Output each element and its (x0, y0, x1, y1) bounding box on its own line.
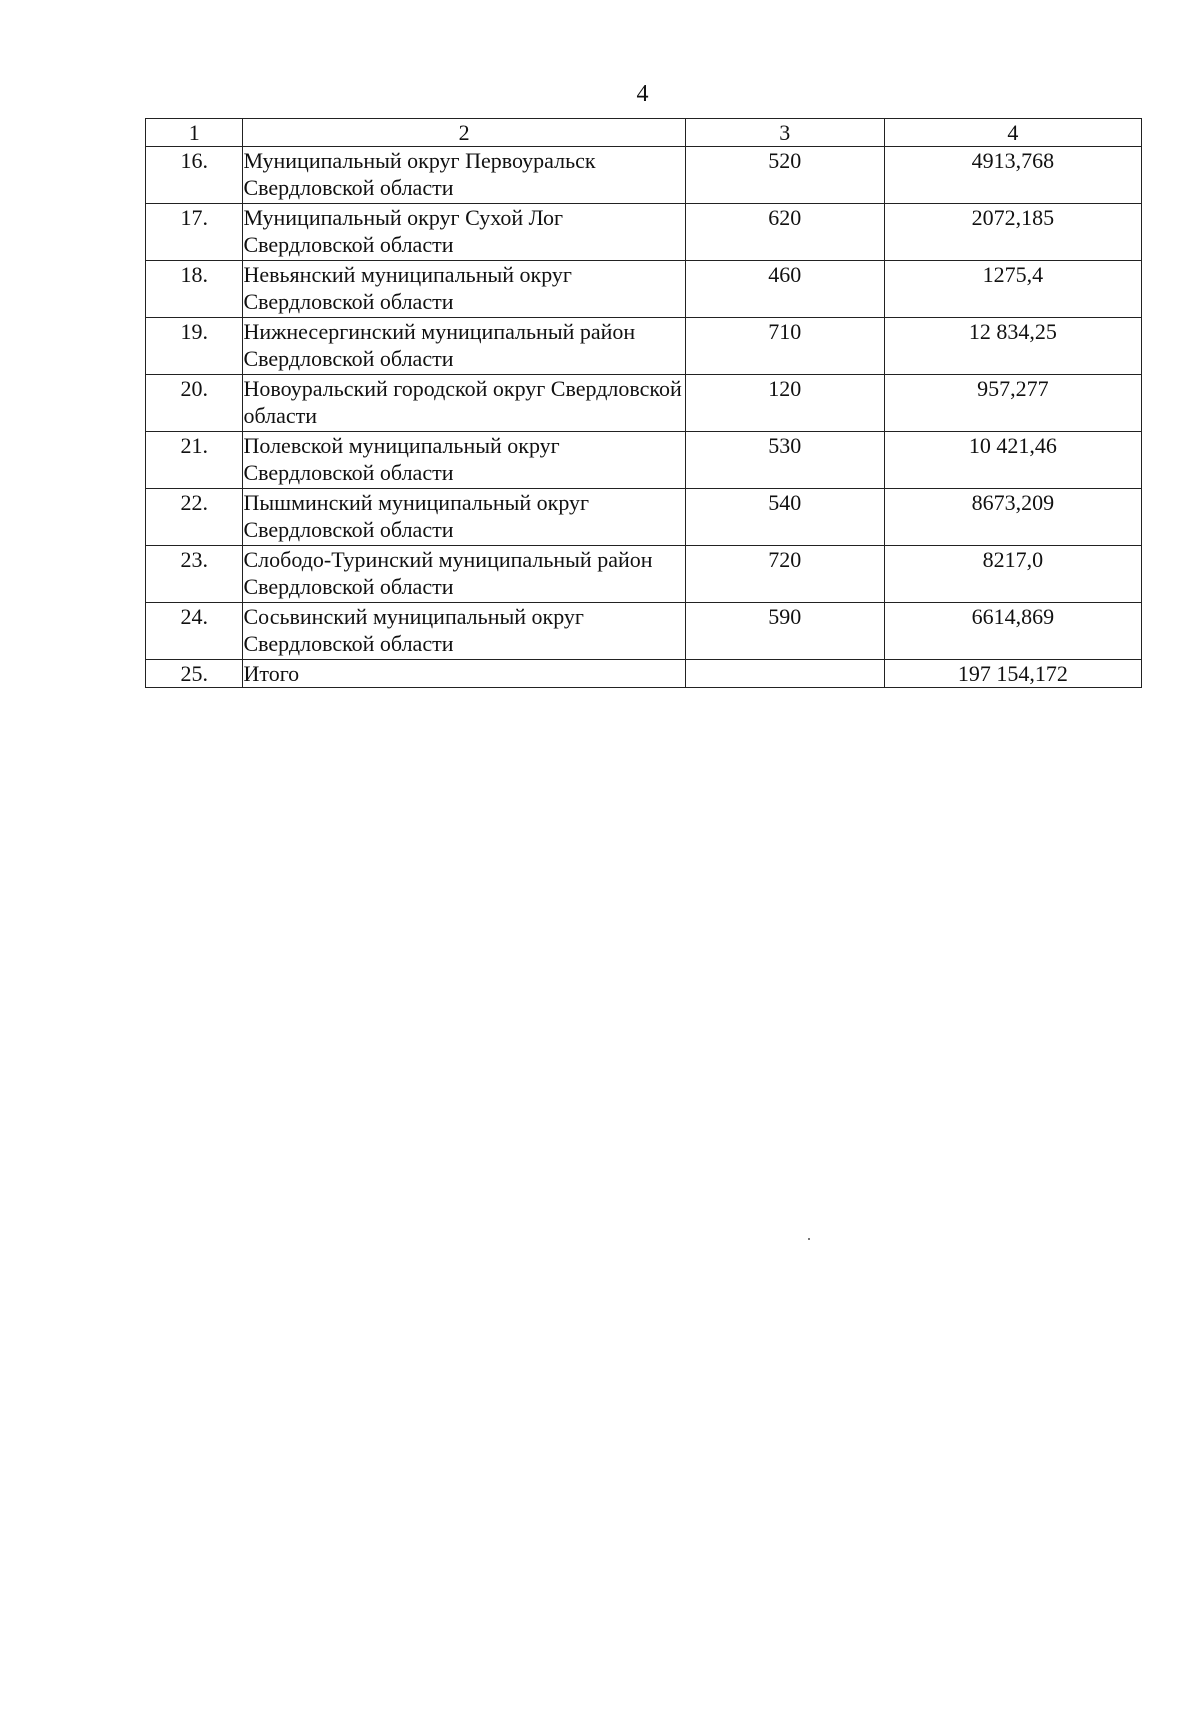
total-row (146, 660, 1142, 688)
row-code: 540 (685, 489, 884, 546)
municipality-name: Невьянский муниципальный округ Свердловской области (243, 261, 685, 318)
municipality-name: Муниципальный округ Сухой Лог Свердловской области (243, 204, 685, 261)
row-number: 19. (146, 318, 243, 375)
total-label: Итого (243, 660, 685, 688)
row-sum: 1275,4 (884, 261, 1141, 318)
row-code: 710 (685, 318, 884, 375)
row-code: 120 (685, 375, 884, 432)
municipality-name: Сосьвинский муниципальный округ Свердловской области (243, 603, 685, 660)
table-row (146, 375, 1142, 432)
row-code: 720 (685, 546, 884, 603)
row-code: 620 (685, 204, 884, 261)
municipality-name: Нижнесергинский муниципальный район Свердловской области (243, 318, 685, 375)
table-row (146, 147, 1142, 204)
table-row (146, 204, 1142, 261)
row-sum: 8673,209 (884, 489, 1141, 546)
row-sum: 8217,0 (884, 546, 1141, 603)
row-number: 20. (146, 375, 243, 432)
row-number: 22. (146, 489, 243, 546)
municipality-name: Полевской муниципальный округ Свердловской области (243, 432, 685, 489)
table-row (146, 603, 1142, 660)
header-cell: 3 (685, 119, 884, 147)
table-row (146, 546, 1142, 603)
row-sum: 957,277 (884, 375, 1141, 432)
row-code (685, 660, 884, 688)
row-code: 520 (685, 147, 884, 204)
table-row (146, 318, 1142, 375)
row-sum: 12 834,25 (884, 318, 1141, 375)
row-code: 460 (685, 261, 884, 318)
municipality-name: Пышминский муниципальный округ Свердловской области (243, 489, 685, 546)
row-sum: 2072,185 (884, 204, 1141, 261)
row-sum: 10 421,46 (884, 432, 1141, 489)
row-number: 24. (146, 603, 243, 660)
page-number: 4 (636, 81, 649, 107)
row-number: 25. (146, 660, 243, 688)
table-header-row (146, 119, 1142, 147)
row-number: 16. (146, 147, 243, 204)
row-sum: 4913,768 (884, 147, 1141, 204)
row-number: 17. (146, 204, 243, 261)
row-sum: 6614,869 (884, 603, 1141, 660)
header-cell: 4 (884, 119, 1141, 147)
header-cell: 1 (146, 119, 243, 147)
row-number: 23. (146, 546, 243, 603)
row-code: 590 (685, 603, 884, 660)
table-row (146, 489, 1142, 546)
budget-table (145, 118, 1142, 688)
total-sum: 197 154,172 (884, 660, 1141, 688)
table-row (146, 261, 1142, 318)
row-code: 530 (685, 432, 884, 489)
row-number: 18. (146, 261, 243, 318)
table-row (146, 432, 1142, 489)
scan-speck (808, 1238, 810, 1240)
municipality-name: Муниципальный округ Первоуральск Свердловской области (243, 147, 685, 204)
row-number: 21. (146, 432, 243, 489)
municipality-name: Слободо-Туринский муниципальный район Свердловской области (243, 546, 685, 603)
header-cell: 2 (243, 119, 685, 147)
municipality-name: Новоуральский городской округ Свердловской области (243, 375, 685, 432)
